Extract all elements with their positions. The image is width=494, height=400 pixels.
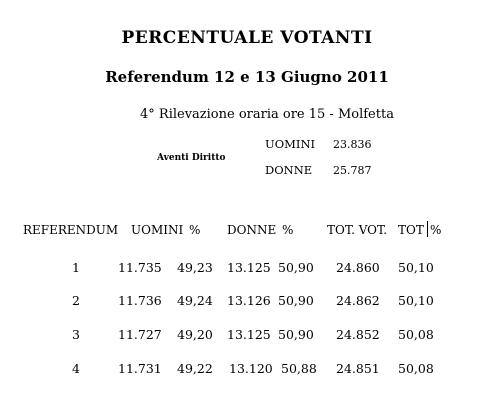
survey-note: 4° Rilevazione oraria ore 15 - Molfetta [140, 107, 394, 122]
electorate-label: Aventi Diritto [157, 153, 226, 163]
cell-referendum: 2 [72, 293, 80, 308]
cell-tot-pct: 50,08 [398, 361, 434, 376]
cell-uomini: 11.735 [118, 260, 162, 275]
cell-donne: 13.125 [227, 260, 271, 275]
cell-pct-uomini: 49,24 [177, 293, 213, 308]
cell-uomini: 11.736 [118, 293, 162, 308]
header-referendum: REFERENDUM [23, 223, 119, 237]
cell-pct-donne: 50,90 [278, 327, 314, 342]
header-tot-pct-sign: % [430, 223, 442, 237]
cell-referendum: 3 [72, 327, 80, 342]
cell-tot-vot: 24.862 [336, 293, 380, 308]
cell-pct-donne: 50,88 [281, 361, 317, 376]
header-donne: DONNE [227, 223, 277, 237]
cell-tot-vot: 24.852 [336, 327, 380, 342]
text-cursor [427, 221, 428, 237]
electorate-men-value: 23.836 [333, 138, 372, 151]
electorate-women-label: DONNE [265, 163, 313, 177]
electorate-men-label: UOMINI [265, 137, 316, 151]
header-tot-vot: TOT. VOT. [327, 223, 388, 237]
header-tot-pct: TOT [398, 223, 424, 237]
cell-pct-uomini: 49,23 [177, 260, 213, 275]
cell-pct-uomini: 49,22 [177, 361, 213, 376]
cell-tot-pct: 50,08 [398, 327, 434, 342]
referendum-subtitle: Referendum 12 e 13 Giugno 2011 [105, 68, 389, 86]
header-pct-donne: % [282, 223, 294, 237]
header-uomini: UOMINI [131, 223, 184, 237]
page-title: PERCENTUALE VOTANTI [121, 28, 373, 48]
electorate-women-value: 25.787 [333, 164, 372, 177]
cell-tot-vot: 24.860 [336, 260, 380, 275]
cell-uomini: 11.727 [118, 327, 162, 342]
header-pct-uomini: % [189, 223, 201, 237]
cell-donne: 13.125 [227, 327, 271, 342]
cell-referendum: 4 [72, 361, 80, 376]
cell-pct-uomini: 49,20 [177, 327, 213, 342]
cell-donne: 13.126 [227, 293, 271, 308]
cell-tot-pct: 50,10 [398, 260, 434, 275]
cell-pct-donne: 50,90 [278, 260, 314, 275]
cell-tot-vot: 24.851 [336, 361, 380, 376]
cell-referendum: 1 [72, 260, 80, 275]
cell-pct-donne: 50,90 [278, 293, 314, 308]
cell-donne: 13.120 [229, 361, 273, 376]
cell-tot-pct: 50,10 [398, 293, 434, 308]
cell-uomini: 11.731 [118, 361, 162, 376]
